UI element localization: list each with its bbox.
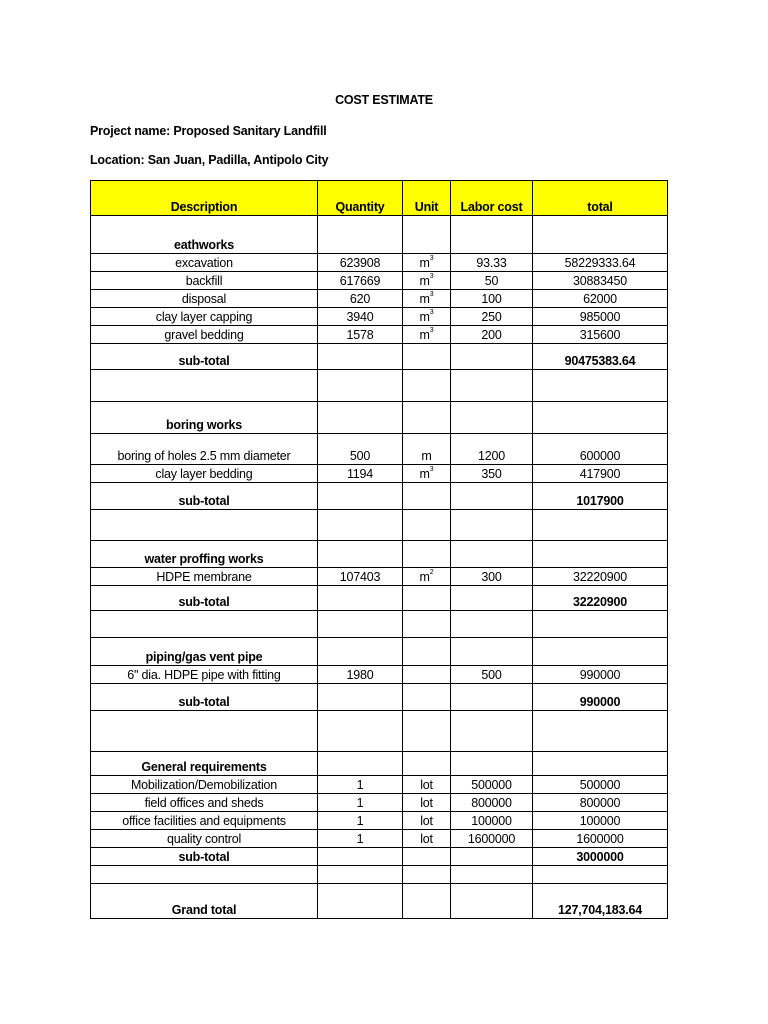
empty-cell	[318, 586, 403, 611]
empty-cell	[403, 848, 451, 866]
cell-labor-cost: 300	[451, 568, 533, 586]
unit-exponent: 3	[429, 465, 434, 473]
cell-description: clay layer capping	[91, 308, 318, 326]
cell-unit	[403, 776, 451, 794]
cell-total: 800000	[533, 794, 668, 812]
table-row	[91, 812, 668, 830]
empty-cell	[451, 370, 533, 402]
section-header-row	[91, 402, 668, 434]
unit-text: m	[419, 570, 430, 584]
subtotal-value: 90475383.64	[533, 344, 668, 370]
cell-unit	[403, 794, 451, 812]
subtotal-label: sub-total	[91, 586, 318, 611]
unit-text: lot	[420, 814, 433, 828]
cell-quantity: 1980	[318, 666, 403, 684]
empty-cell	[533, 638, 668, 666]
table-row	[91, 254, 668, 272]
cell-unit	[403, 812, 451, 830]
table-row	[91, 308, 668, 326]
cell-total: 30883450	[533, 272, 668, 290]
empty-cell	[451, 216, 533, 254]
cell-description: Mobilization/Demobilization	[91, 776, 318, 794]
unit-text: lot	[420, 778, 433, 792]
empty-cell	[403, 752, 451, 776]
empty-cell	[451, 866, 533, 884]
cell-total: 417900	[533, 465, 668, 483]
empty-cell	[451, 402, 533, 434]
empty-cell	[403, 483, 451, 510]
cell-unit	[403, 254, 451, 272]
empty-cell	[403, 216, 451, 254]
cell-labor-cost: 800000	[451, 794, 533, 812]
empty-cell	[318, 684, 403, 711]
empty-cell	[403, 684, 451, 711]
empty-cell	[403, 711, 451, 752]
empty-cell	[451, 510, 533, 541]
cell-unit	[403, 434, 451, 465]
unit-text: m	[419, 467, 430, 481]
empty-cell	[91, 711, 318, 752]
empty-cell	[318, 611, 403, 638]
empty-cell	[318, 541, 403, 568]
table-row	[91, 776, 668, 794]
cell-quantity: 1578	[318, 326, 403, 344]
section-header-row	[91, 541, 668, 568]
unit-exponent: 3	[429, 308, 434, 316]
empty-cell	[403, 510, 451, 541]
cell-total: 1600000	[533, 830, 668, 848]
cell-description: 6" dia. HDPE pipe with fitting	[91, 666, 318, 684]
section-header-row	[91, 752, 668, 776]
subtotal-row	[91, 483, 668, 510]
header-unit: Unit	[403, 181, 451, 216]
empty-cell	[403, 866, 451, 884]
blank-row	[91, 866, 668, 884]
grand-total-label: Grand total	[91, 884, 318, 919]
table-row	[91, 434, 668, 465]
cell-unit	[403, 308, 451, 326]
unit-exponent: 3	[429, 326, 434, 334]
unit-exponent: 2	[429, 568, 434, 576]
cell-description: HDPE membrane	[91, 568, 318, 586]
cell-labor-cost: 50	[451, 272, 533, 290]
cell-quantity: 500	[318, 434, 403, 465]
cell-total: 600000	[533, 434, 668, 465]
cell-labor-cost: 350	[451, 465, 533, 483]
table-row	[91, 272, 668, 290]
blank-row	[91, 611, 668, 638]
empty-cell	[318, 370, 403, 402]
empty-cell	[91, 866, 318, 884]
cell-unit	[403, 290, 451, 308]
cell-labor-cost: 93.33	[451, 254, 533, 272]
cell-description: clay layer bedding	[91, 465, 318, 483]
section-header-row	[91, 638, 668, 666]
empty-cell	[318, 884, 403, 919]
empty-cell	[451, 483, 533, 510]
empty-cell	[403, 884, 451, 919]
section-title: boring works	[91, 402, 318, 434]
empty-cell	[318, 483, 403, 510]
empty-cell	[451, 711, 533, 752]
unit-exponent: 3	[429, 290, 434, 298]
empty-cell	[451, 684, 533, 711]
empty-cell	[451, 541, 533, 568]
cell-description: boring of holes 2.5 mm diameter	[91, 434, 318, 465]
unit-text: lot	[420, 832, 433, 846]
blank-row	[91, 510, 668, 541]
unit-text: m	[419, 292, 430, 306]
grand-total-row	[91, 884, 668, 919]
cell-description: office facilities and equipments	[91, 812, 318, 830]
empty-cell	[533, 541, 668, 568]
cell-quantity: 620	[318, 290, 403, 308]
cell-description: field offices and sheds	[91, 794, 318, 812]
table-row	[91, 465, 668, 483]
cell-quantity: 1	[318, 776, 403, 794]
empty-cell	[91, 611, 318, 638]
cell-labor-cost: 200	[451, 326, 533, 344]
cell-total: 58229333.64	[533, 254, 668, 272]
table-row	[91, 568, 668, 586]
cell-description: gravel bedding	[91, 326, 318, 344]
empty-cell	[451, 848, 533, 866]
subtotal-row	[91, 684, 668, 711]
empty-cell	[318, 510, 403, 541]
empty-cell	[403, 344, 451, 370]
empty-cell	[533, 510, 668, 541]
cell-total: 990000	[533, 666, 668, 684]
cell-quantity: 1	[318, 794, 403, 812]
unit-text: m	[419, 274, 430, 288]
empty-cell	[533, 402, 668, 434]
header-labor-cost: Labor cost	[451, 181, 533, 216]
unit-text: m	[419, 328, 430, 342]
empty-cell	[533, 866, 668, 884]
subtotal-label: sub-total	[91, 483, 318, 510]
header-quantity: Quantity	[318, 181, 403, 216]
table-row	[91, 830, 668, 848]
empty-cell	[318, 638, 403, 666]
empty-cell	[533, 216, 668, 254]
cell-quantity: 107403	[318, 568, 403, 586]
empty-cell	[451, 752, 533, 776]
subtotal-label: sub-total	[91, 684, 318, 711]
cell-total: 985000	[533, 308, 668, 326]
empty-cell	[403, 638, 451, 666]
cell-total: 315600	[533, 326, 668, 344]
unit-exponent: 3	[429, 272, 434, 280]
cell-unit	[403, 830, 451, 848]
empty-cell	[403, 611, 451, 638]
empty-cell	[533, 711, 668, 752]
cell-total: 500000	[533, 776, 668, 794]
cell-labor-cost: 250	[451, 308, 533, 326]
table-row	[91, 290, 668, 308]
cell-description: backfill	[91, 272, 318, 290]
empty-cell	[91, 370, 318, 402]
blank-row	[91, 711, 668, 752]
subtotal-row	[91, 344, 668, 370]
table-row	[91, 794, 668, 812]
subtotal-value: 990000	[533, 684, 668, 711]
empty-cell	[451, 344, 533, 370]
grand-total-value: 127,704,183.64	[533, 884, 668, 919]
cell-quantity: 1194	[318, 465, 403, 483]
cell-description: quality control	[91, 830, 318, 848]
empty-cell	[318, 866, 403, 884]
cell-labor-cost: 500000	[451, 776, 533, 794]
subtotal-label: sub-total	[91, 344, 318, 370]
empty-cell	[451, 638, 533, 666]
unit-text: lot	[420, 796, 433, 810]
empty-cell	[533, 370, 668, 402]
cell-labor-cost: 1600000	[451, 830, 533, 848]
cell-quantity: 3940	[318, 308, 403, 326]
unit-exponent: 3	[429, 254, 434, 262]
empty-cell	[403, 402, 451, 434]
cell-labor-cost: 1200	[451, 434, 533, 465]
subtotal-value: 1017900	[533, 483, 668, 510]
header-row	[91, 181, 668, 216]
empty-cell	[533, 752, 668, 776]
project-name: Project name: Proposed Sanitary Landfill	[90, 124, 327, 138]
cell-quantity: 1	[318, 812, 403, 830]
cell-unit	[403, 666, 451, 684]
empty-cell	[318, 711, 403, 752]
cell-labor-cost: 500	[451, 666, 533, 684]
section-header-row	[91, 216, 668, 254]
empty-cell	[403, 586, 451, 611]
empty-cell	[318, 402, 403, 434]
empty-cell	[451, 586, 533, 611]
empty-cell	[533, 611, 668, 638]
subtotal-label: sub-total	[91, 848, 318, 866]
subtotal-value: 32220900	[533, 586, 668, 611]
header-description: Description	[91, 181, 318, 216]
subtotal-value: 3000000	[533, 848, 668, 866]
cell-total: 100000	[533, 812, 668, 830]
project-location: Location: San Juan, Padilla, Antipolo City	[90, 153, 329, 167]
unit-text: m	[421, 449, 432, 463]
cell-unit	[403, 465, 451, 483]
empty-cell	[91, 510, 318, 541]
cell-total: 32220900	[533, 568, 668, 586]
subtotal-row	[91, 586, 668, 611]
empty-cell	[318, 752, 403, 776]
cell-total: 62000	[533, 290, 668, 308]
unit-text: m	[419, 256, 430, 270]
page-title: COST ESTIMATE	[335, 93, 433, 107]
cell-unit	[403, 568, 451, 586]
cell-labor-cost: 100	[451, 290, 533, 308]
cell-quantity: 1	[318, 830, 403, 848]
empty-cell	[403, 370, 451, 402]
header-total: total	[533, 181, 668, 216]
section-title: piping/gas vent pipe	[91, 638, 318, 666]
table-row	[91, 326, 668, 344]
cost-estimate-table	[90, 180, 668, 919]
section-title: eathworks	[91, 216, 318, 254]
empty-cell	[451, 884, 533, 919]
cell-quantity: 623908	[318, 254, 403, 272]
empty-cell	[318, 848, 403, 866]
empty-cell	[318, 216, 403, 254]
unit-text: m	[419, 310, 430, 324]
empty-cell	[318, 344, 403, 370]
cell-quantity: 617669	[318, 272, 403, 290]
cell-unit	[403, 326, 451, 344]
empty-cell	[451, 611, 533, 638]
section-title: water proffing works	[91, 541, 318, 568]
cell-description: excavation	[91, 254, 318, 272]
empty-cell	[403, 541, 451, 568]
subtotal-row	[91, 848, 668, 866]
blank-row	[91, 370, 668, 402]
cell-labor-cost: 100000	[451, 812, 533, 830]
section-title: General requirements	[91, 752, 318, 776]
cell-unit	[403, 272, 451, 290]
cell-description: disposal	[91, 290, 318, 308]
table-row	[91, 666, 668, 684]
